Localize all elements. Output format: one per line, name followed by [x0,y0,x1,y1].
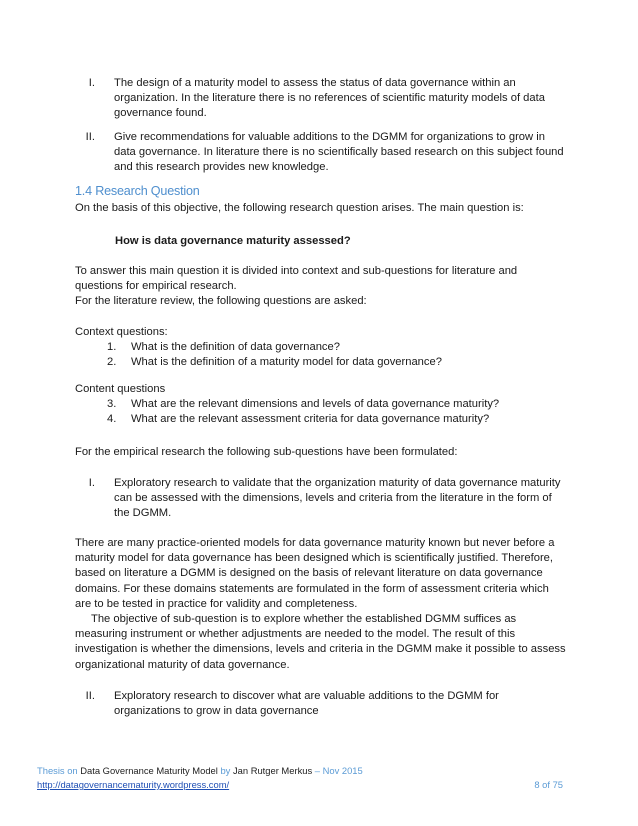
literature-review-text: For the literature review, the following questions are asked: [75,295,367,307]
objective-text: The design of a maturity model to assess the status of data governance within an organization. In the literature there is no references of scientific maturity models of data governance found. [114,77,545,120]
page-footer [37,764,563,792]
question-number: 3. [107,398,117,410]
content-question-item [107,397,567,412]
question-number: 2. [107,356,117,369]
objectives-list [75,76,567,175]
empirical-intro: For the empirical research the following sub-questions have been formulated: [75,446,458,458]
footer-author: Jan Rutger Merkus [232,765,313,776]
objective-item [75,130,567,176]
question-text: What are the relevant dimensions and levels of data governance maturity? [131,398,500,410]
empirical-number: I. [88,477,95,489]
objective-number: II. [85,130,95,143]
footer-prefix: Thesis on [37,765,78,776]
context-question-item [107,340,567,355]
empirical-list-2 [75,689,567,719]
context-question-item [107,355,567,370]
footer-url-link[interactable]: http://datagovernancematurity.wordpress.com/ [37,779,230,790]
footer-date: – Nov 2015 [314,765,363,776]
question-text: What is the definition of data governance? [131,341,340,353]
question-text: What is the definition of a maturity model for data governance? [131,356,442,369]
empirical-item [75,689,567,719]
main-question: How is data governance maturity assessed? [115,235,351,247]
page-number: 8 of 75 [534,779,563,790]
divided-text: To answer this main question it is divided into context and sub-questions for literature and questions for empirical research. [75,265,518,293]
question-number: 4. [107,413,117,426]
question-number: 1. [107,341,117,353]
content-questions-list [107,397,567,427]
empirical-list-1 [75,476,567,522]
paragraph-justification: There are many practice-oriented models for data governance maturity known but never before a maturity model for data governance has been designed which is scientifically justified. Therefore, based on literature a DGMM is designed on the basis of relevant literature on data governance domains. For these domains statements are formulated in the form of assessment criteria which are to be tested in practice for validity and completeness. [75,537,555,610]
footer-citation [37,764,563,778]
content-question-item [107,412,567,427]
intro-text: On the basis of this objective, the following research question arises. The main question is: [75,202,524,214]
footer-title: Data Governance Maturity Model [80,765,218,776]
footer-by: by [220,765,231,776]
empirical-text: Exploratory research to discover what are valuable additions to the DGMM for organizations to grow in data governance [114,690,499,718]
context-label: Context questions: [75,326,168,338]
empirical-text: Exploratory research to validate that the organization maturity of data governance maturity can be assessed with the dimensions, levels and criteria from the literature in the form of the DGMM. [114,477,561,520]
objective-number: I. [88,77,95,89]
empirical-number: II. [85,690,95,702]
objective-text: Give recommendations for valuable additions to the DGMM for organizations to grow in data governance. In literature there is no scientifically based research on this subject found and this research provides new knowledge. [114,130,564,174]
objective-item [75,76,567,122]
section-heading: 1.4 Research Question [75,184,200,198]
content-label: Content questions [75,383,166,395]
empirical-item [75,476,567,522]
paragraph-objective: The objective of sub-question is to explore whether the established DGMM suffices as measuring instrument or whether adjustments are needed to the model. The result of this investigation is whether the dimensions, levels and criteria in the DGMM make it possible to assess organizational maturity of data governance. [75,613,566,671]
question-text: What are the relevant assessment criteria for data governance maturity? [131,413,490,426]
context-questions-list [107,340,567,370]
